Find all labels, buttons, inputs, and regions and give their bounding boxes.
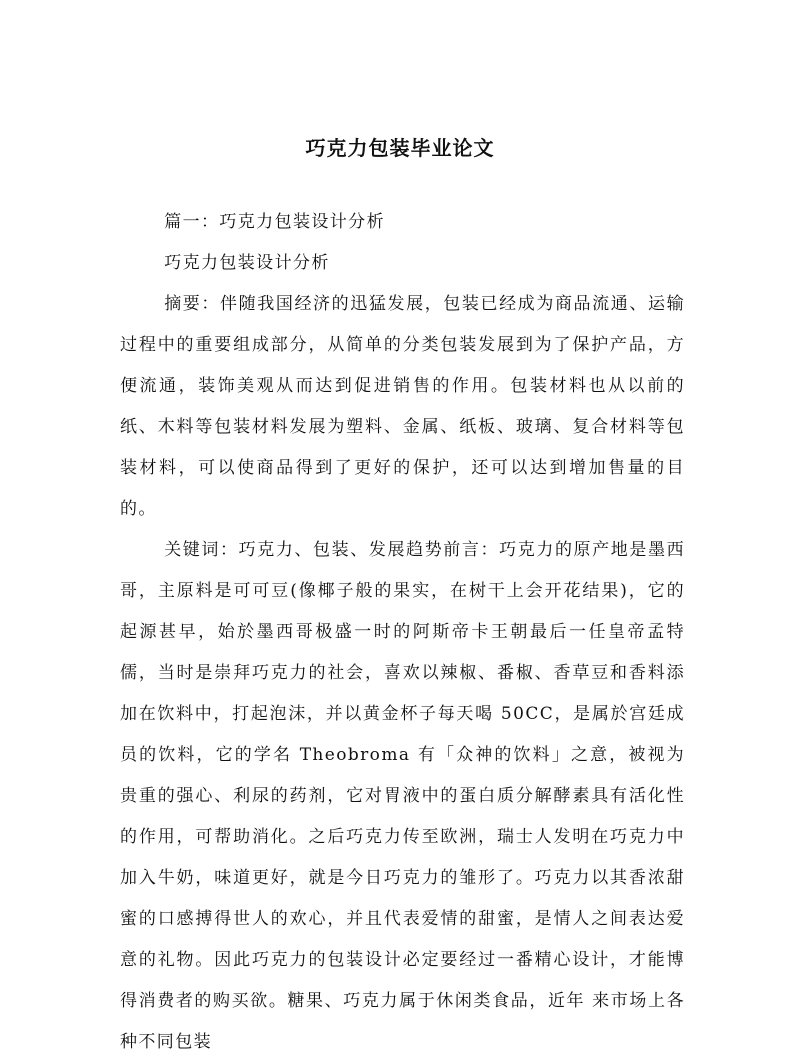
article-subtitle: 巧克力包装设计分析 [164, 253, 330, 273]
abstract-paragraph: 摘要：伴随我国经济的迅猛发展，包装已经成为商品流通、运输过程中的重要组成部分，从简单的分类包装发展到为了保护产品，方便流通，装饰美观从而达到促进销售的作用。包装材料也从以前的纸、木料等包装材料发展为塑料、金属、纸板、玻璃、复合材料等包装材料，可以使商品得到了更好的保护，还可以达到增加售量的目的。 [120, 294, 685, 519]
document-body [120, 202, 685, 1063]
keywords-preface-paragraph: 关键词：巧克力、包装、发展趋势前言：巧克力的原产地是墨西哥，主原料是可可豆(像椰子般的果实，在树干上会开花结果)，它的起源甚早，始於墨西哥极盛一时的阿斯帝卡王朝最后一任皇帝孟特儒，当时是崇拜巧克力的社会，喜欢以辣椒、番椒、香草豆和香料添加在饮料中，打起泡沫，并以黄金杯子每天喝 50CC，是属於宫廷成员的饮料，它的学名 Theobroma 有「众神的饮料」之意，被视为贵重的强心、利尿的药剂，它对胃液中的蛋白质分解酵素具有活化性的作用，可帮助消化。之后巧克力传至欧洲，瑞士人发明在巧克力中加入牛奶，味道更好，就是今日巧克力的雏形了。巧克力以其香浓甜蜜的口感搏得世人的欢心，并且代表爱情的甜蜜，是情人之间表达爱意的礼物。因此巧克力的包装设计必定要经过一番精心设计，才能博得消费者的购买欲。糖果、巧克力属于休闲类食品，近年 来市场上各种不同包装 [120, 540, 685, 1052]
document-title: 巧克力包装毕业论文 [305, 136, 495, 160]
section-heading: 篇一：巧克力包装设计分析 [164, 212, 385, 232]
